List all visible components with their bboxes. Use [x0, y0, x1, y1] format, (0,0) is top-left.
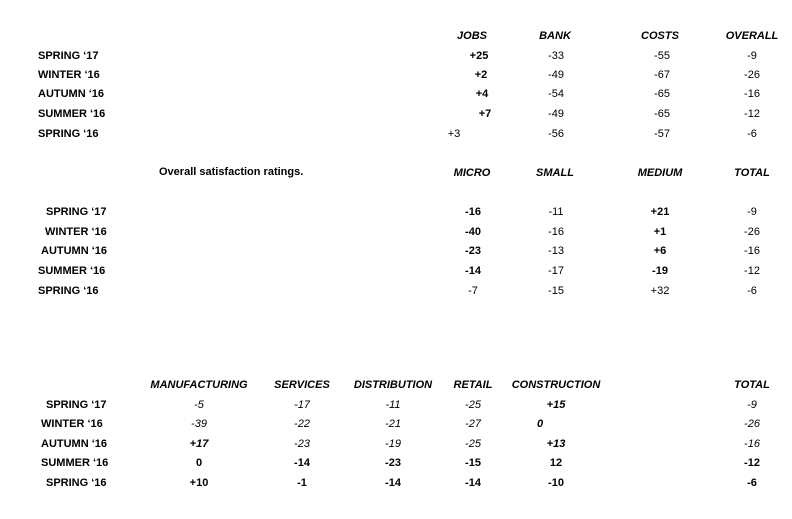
table-cell: +1: [653, 226, 667, 238]
column-header-micro: MICRO: [453, 167, 491, 179]
table-cell: +15: [546, 399, 566, 411]
column-header-small: SMALL: [536, 167, 574, 179]
table-cell: +4: [475, 88, 489, 100]
column-header-overall: OVERALL: [725, 30, 779, 42]
column-header-distribution: DISTRIBUTION: [353, 379, 433, 391]
row-label: AUTUMN ‘16: [41, 438, 108, 450]
table-cell: -67: [654, 69, 670, 81]
table-cell: -14: [294, 457, 310, 469]
table-cell: -17: [548, 265, 564, 277]
table-cell: -49: [548, 108, 564, 120]
table-cell: +32: [650, 285, 670, 297]
table-cell: -12: [744, 108, 760, 120]
table-cell: 0: [195, 457, 203, 469]
table-cell: -39: [191, 418, 207, 430]
row-label: SPRING ‘17: [46, 399, 107, 411]
row-label: AUTUMN ‘16: [38, 88, 105, 100]
table-cell: -33: [548, 50, 564, 62]
row-label: SUMMER ‘16: [41, 457, 109, 469]
column-header-jobs: JOBS: [457, 30, 487, 42]
row-label: SPRING ‘16: [38, 128, 99, 140]
table-cell: -15: [548, 285, 564, 297]
table-cell: -11: [385, 399, 401, 411]
table-cell: -9: [747, 206, 757, 218]
row-label: WINTER ‘16: [38, 69, 100, 81]
row-label: WINTER ‘16: [45, 226, 107, 238]
table-cell: -6: [747, 285, 757, 297]
row-label: SPRING ‘16: [38, 285, 99, 297]
table-cell: -23: [294, 438, 310, 450]
table-cell: -19: [385, 438, 401, 450]
row-label: SPRING ‘17: [38, 50, 99, 62]
table-cell: -9: [747, 399, 757, 411]
table-cell: 0: [536, 418, 544, 430]
table-cell: -65: [654, 88, 670, 100]
table-cell: -14: [465, 477, 481, 489]
row-label: SPRING ‘16: [46, 477, 107, 489]
table-cell: -15: [465, 457, 481, 469]
table-cell: -57: [654, 128, 670, 140]
column-header-manufacturing: MANUFACTURING: [150, 379, 248, 391]
table-cell: -40: [465, 226, 481, 238]
table-cell: +21: [650, 206, 670, 218]
row-label: AUTUMN ‘16: [41, 245, 108, 257]
table-cell: -17: [294, 399, 310, 411]
table-cell: -5: [194, 399, 204, 411]
table-cell: -14: [465, 265, 481, 277]
table-cell: +2: [474, 69, 488, 81]
column-header-costs: COSTS: [641, 30, 679, 42]
table-cell: -55: [654, 50, 670, 62]
column-header-retail: RETAIL: [453, 379, 493, 391]
row-label: SUMMER ‘16: [38, 108, 106, 120]
table-cell: +3: [447, 128, 461, 140]
table-cell: -12: [744, 265, 760, 277]
row-label: SPRING ‘17: [46, 206, 107, 218]
table-cell: -9: [747, 50, 757, 62]
column-header-total: TOTAL: [734, 167, 770, 179]
table-cell: -23: [465, 245, 481, 257]
table-cell: -26: [744, 226, 760, 238]
table-cell: -6: [747, 128, 757, 140]
table-cell: -12: [744, 457, 760, 469]
table-cell: -14: [385, 477, 401, 489]
column-header-services: SERVICES: [274, 379, 330, 391]
table-cell: -27: [465, 418, 481, 430]
table-cell: -16: [744, 245, 760, 257]
table-cell: 12: [549, 457, 563, 469]
table-cell: -22: [294, 418, 310, 430]
table-cell: -16: [744, 88, 760, 100]
table-cell: -7: [468, 285, 478, 297]
column-header-bank: BANK: [539, 30, 571, 42]
column-header-medium: MEDIUM: [637, 167, 683, 179]
table-cell: -25: [465, 399, 481, 411]
table-cell: -56: [548, 128, 564, 140]
table-cell: -16: [548, 226, 564, 238]
table-cell: -10: [548, 477, 564, 489]
column-header-total: TOTAL: [734, 379, 770, 391]
column-header-construction: CONSTRUCTION: [511, 379, 601, 391]
table-cell: -11: [548, 206, 564, 218]
table-cell: -26: [744, 69, 760, 81]
table-cell: +13: [546, 438, 566, 450]
row-label: WINTER ‘16: [41, 418, 103, 430]
table-cell: +10: [189, 477, 209, 489]
table-cell: -16: [744, 438, 760, 450]
table-cell: -21: [385, 418, 401, 430]
table-cell: -65: [654, 108, 670, 120]
table-cell: -13: [548, 245, 564, 257]
table-caption: Overall satisfaction ratings.: [159, 166, 304, 178]
table-cell: -1: [297, 477, 307, 489]
table-cell: -6: [747, 477, 757, 489]
table-cell: -26: [744, 418, 760, 430]
table-cell: +7: [478, 108, 492, 120]
table-cell: -19: [652, 265, 668, 277]
table-cell: +6: [653, 245, 667, 257]
table-cell: -16: [465, 206, 481, 218]
table-cell: -49: [548, 69, 564, 81]
row-label: SUMMER ‘16: [38, 265, 106, 277]
table-cell: +25: [469, 50, 489, 62]
table-cell: -54: [548, 88, 564, 100]
table-cell: -25: [465, 438, 481, 450]
table-cell: +17: [189, 438, 209, 450]
table-cell: -23: [385, 457, 401, 469]
